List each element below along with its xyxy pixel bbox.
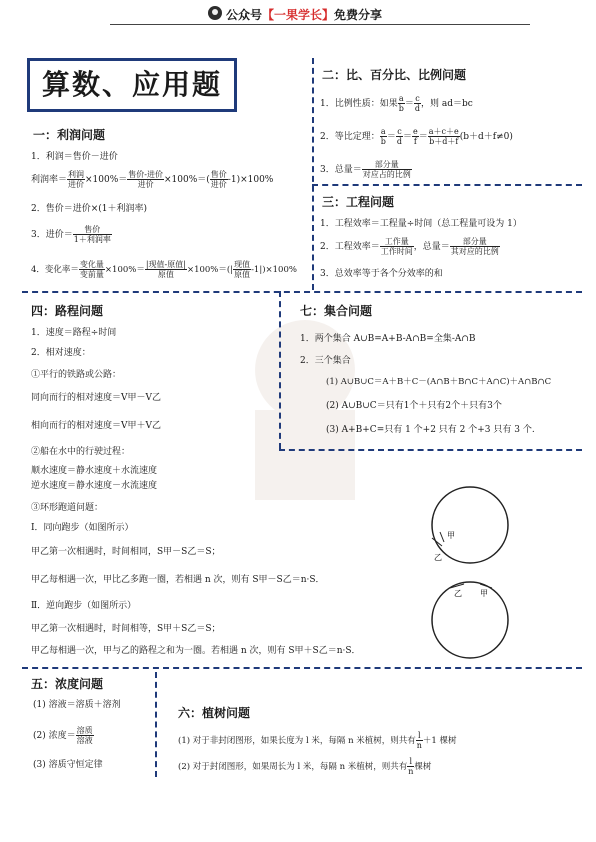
sec4-line1: 1．速度＝路程÷时间 bbox=[31, 328, 117, 338]
sec5-heading: 五：浓度问题 bbox=[31, 677, 104, 691]
sec5-line1: (1) 溶液＝溶质＋溶剂 bbox=[33, 700, 121, 710]
sec2-line3: 3．总量＝ $\frac{\text{部分量}}{\text{对应占的比例}}$ bbox=[320, 160, 411, 179]
sec6-line1: (1) 对于非封闭图形，如果长度为 l 米，每隔 n 米植树，则共有 $\frac{l}{n}$ ＋1 棵树 bbox=[178, 731, 457, 750]
sec2-line2: 2．等比定理： $\frac{a}{b}$ ＝ $\frac{c}{d}$ ＝ $\frac{e}{f}$ ＝ $\frac{a+c+e}{b+d+f}$ (b＋d＋f≠0) bbox=[320, 127, 513, 146]
header-prefix: 公众号 bbox=[226, 8, 263, 22]
sec4-line14: 甲乙第一次相遇时，时间相等，S甲＋S乙＝S； bbox=[31, 624, 221, 634]
divider-v-mid bbox=[279, 291, 281, 449]
sec1-line5: 4．变化率＝ $\frac{\text{变化量}}{\text{变前量}}$ ×100%＝ $\frac{\text{|现值-原值|}}{\text{原值}}$ ×100%＝(| $\frac{\text{现值}}{\text{原值}}$ -1|)×100% bbox=[31, 260, 297, 279]
sec7-line4: (2) A∪B∪C＝只有1个＋只有2个＋只有3个 bbox=[326, 401, 502, 411]
sec1-line4: 3．进价＝ $\frac{\text{售价}}{\text{1＋利润率}}$ bbox=[31, 225, 111, 244]
sec7-line3: (1) A∪B∪C＝A＋B＋C－(A∩B＋B∩C＋A∩C)＋A∩B∩C bbox=[326, 377, 552, 387]
arrow-4-icon bbox=[480, 584, 492, 588]
sec4-line10: Ⅰ．同向跑步（如图所示） bbox=[31, 523, 134, 533]
page-title: 算数、应用题 bbox=[27, 58, 237, 112]
sec1-heading: 一：利润问题 bbox=[33, 128, 106, 142]
header-divider bbox=[110, 24, 530, 25]
sec3-line2: 2．工程效率＝ $\frac{\text{工作量}}{\text{工作时间}}$ ，总量＝ $\frac{\text{部分量}}{\text{其对应的比例}}$ bbox=[320, 237, 499, 256]
arrow-2-icon bbox=[440, 532, 444, 542]
divider-v-bottom bbox=[155, 672, 157, 777]
sec2-line1: 1．比例性质：如果 $\frac{a}{b}$ ＝ $\frac{c}{d}$ ，则 ad＝bc bbox=[320, 94, 473, 113]
sec3-line3: 3．总效率等于各个分效率的和 bbox=[320, 269, 443, 279]
sec6-heading: 六：植树问题 bbox=[178, 706, 251, 720]
track-circle-2 bbox=[432, 582, 508, 658]
sec4-heading: 四：路程问题 bbox=[31, 304, 104, 318]
sec7-line5: (3) A+B+C=只有 1 个+2 只有 2 个+3 只有 3 个. bbox=[326, 425, 535, 435]
divider-h-mid bbox=[22, 291, 582, 293]
sec1-line1: 1．利润＝售价－进价 bbox=[31, 152, 118, 162]
sec4-line2: 2．相对速度： bbox=[31, 348, 91, 358]
sec4-line13: Ⅱ．逆向跑步（如图所示） bbox=[31, 601, 137, 611]
opposite-direction-diagram bbox=[420, 574, 520, 662]
runner-yi-2: 乙 bbox=[454, 589, 462, 598]
same-direction-diagram bbox=[420, 480, 520, 566]
header-text bbox=[226, 6, 382, 23]
sec6-line2: (2) 对于封闭图形，如果周长为 l 米，每隔 n 米植树，则共有 $\frac{l}{n}$ 棵树 bbox=[178, 757, 432, 776]
divider-h-bottom bbox=[22, 667, 582, 669]
page-header bbox=[0, 0, 596, 28]
sec2-heading: 二：比、百分比、比例问题 bbox=[322, 68, 467, 82]
sec5-line2: (2) 浓度＝ $\frac{\text{溶质}}{\text{溶液}}$ bbox=[33, 726, 93, 745]
header-brand: 【一果学长】 bbox=[262, 8, 335, 22]
runner-yi: 乙 bbox=[434, 553, 442, 562]
sec4-line8: 逆水速度＝静水速度－水流速度 bbox=[31, 481, 158, 491]
sec3-line1: 1．工程效率＝工程量÷时间（总工程量可设为 1） bbox=[320, 219, 522, 229]
sec4-line6: ②船在水中的行驶过程： bbox=[31, 447, 131, 457]
account-logo-icon bbox=[208, 6, 222, 20]
sec4-line12: 甲乙每相遇一次，甲比乙多跑一圈，若相遇 n 次，则有 S甲－S乙＝n·S． bbox=[31, 575, 325, 585]
sec4-line9: ③环形跑道问题： bbox=[31, 503, 104, 513]
sec7-line2: 2．三个集合 bbox=[300, 356, 351, 366]
track-circle-1 bbox=[432, 487, 508, 563]
sec7-line1: 1．两个集合 A∪B=A+B-A∩B=全集-A∩B bbox=[300, 334, 476, 344]
sec1-line2: 利润率＝ $\frac{\text{利润}}{\text{进价}}$ ×100%＝ $\frac{\text{售价-进价}}{\text{进价}}$ ×100%＝( $\frac{\text{售价}}{\text{进价}}$ -1)×100% bbox=[31, 170, 274, 189]
runner-jia: 甲 bbox=[447, 531, 455, 540]
runner-jia-2: 甲 bbox=[480, 589, 488, 598]
header-suffix: 免费分享 bbox=[334, 8, 383, 22]
sec4-line15: 甲乙每相遇一次，甲与乙的路程之和为一圈。若相遇 n 次，则有 S甲＋S乙＝n·S． bbox=[31, 646, 361, 656]
divider-v-top bbox=[312, 58, 314, 290]
sec4-line11: 甲乙第一次相遇时，时间相同，S甲－S乙＝S； bbox=[31, 547, 221, 557]
sec4-line3: ①平行的铁路或公路： bbox=[31, 370, 122, 380]
divider-h-right1 bbox=[312, 184, 582, 186]
sec4-line5: 相向而行的相对速度＝V甲＋V乙 bbox=[31, 421, 161, 431]
sec4-line7: 顺水速度＝静水速度＋水流速度 bbox=[31, 466, 158, 476]
sec7-heading: 七：集合问题 bbox=[300, 304, 373, 318]
sec1-line3: 2．售价＝进价×(1＋利润率) bbox=[31, 204, 148, 214]
sec4-line4: 同向而行的相对速度＝V甲－V乙 bbox=[31, 393, 161, 403]
divider-h-right2 bbox=[279, 449, 582, 451]
sec5-line3: (3) 溶质守恒定律 bbox=[33, 760, 103, 770]
sec3-heading: 三：工程问题 bbox=[322, 195, 395, 209]
